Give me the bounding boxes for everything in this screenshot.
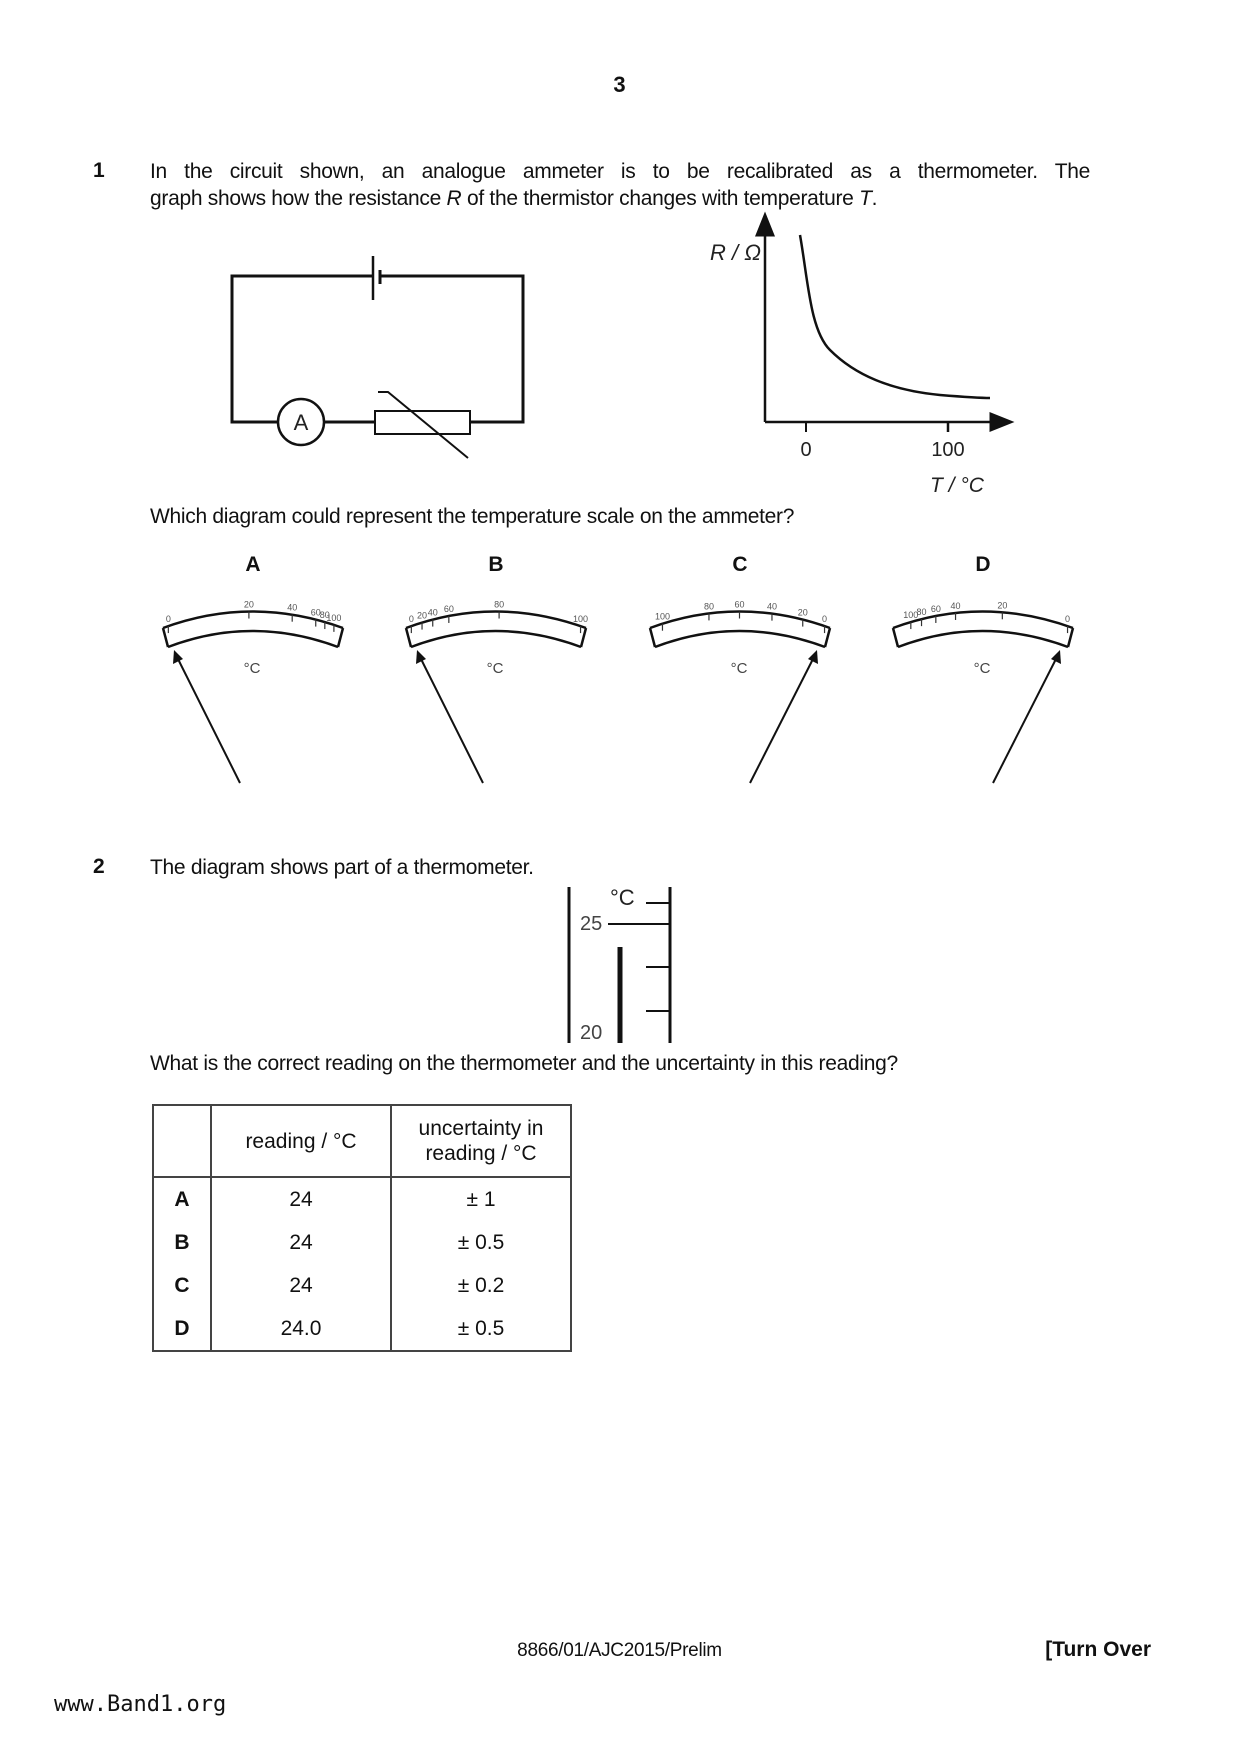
row-uncertainty: ± 0.5: [391, 1307, 571, 1351]
scale-label: 20: [997, 600, 1008, 611]
y-axis-label: R / Ω: [710, 240, 761, 265]
scale-label: 20: [243, 599, 254, 610]
table-header-blank: [153, 1105, 211, 1177]
meter-scale-c: [642, 585, 842, 795]
resistance-curve: [800, 235, 990, 398]
symbol-T: T: [859, 187, 872, 210]
row-key: C: [153, 1264, 211, 1307]
meter-scale-d: [885, 585, 1085, 795]
scale-unit: °C: [243, 660, 261, 677]
option-label-d: D: [975, 553, 991, 576]
question-2-text: The diagram shows part of a thermometer.: [150, 856, 534, 879]
scale-label: 80: [319, 610, 330, 621]
scale-label: 60: [734, 599, 745, 610]
scale-inner-arc: [898, 631, 1068, 647]
question-1-line-1: In the circuit shown, an analogue ammeter is to be recalibrated as a thermometer. The: [150, 160, 1090, 183]
table-header-reading: reading / °C: [211, 1105, 391, 1177]
answer-table: [152, 1104, 572, 1352]
row-uncertainty: ± 0.2: [391, 1264, 571, 1307]
scale-unit: °C: [730, 660, 748, 677]
question-1-prompt: Which diagram could represent the temperature scale on the ammeter?: [150, 505, 795, 528]
question-1-line-2: [150, 185, 1090, 212]
row-key: A: [153, 1177, 211, 1221]
scale-inner-arc: [168, 631, 338, 647]
scale-end-left: [650, 628, 655, 647]
row-uncertainty: ± 1: [391, 1177, 571, 1221]
row-uncertainty: ± 0.5: [391, 1221, 571, 1264]
meter-pointer: [420, 657, 483, 783]
thermometer-diagram: [560, 875, 700, 1055]
scale-label: 40: [766, 601, 777, 612]
scale-label: 40: [950, 600, 961, 611]
paper-code: 8866/01/AJC2015/Prelim: [517, 1640, 722, 1661]
scale-end-left: [893, 628, 898, 647]
table-row: [153, 1221, 571, 1264]
q1-text-part: graph shows how the resistance: [150, 187, 447, 210]
meter-scale-a: [155, 585, 355, 795]
scale-end-left: [163, 628, 168, 647]
scale-label: 0: [822, 614, 828, 625]
meter-scale-b: [398, 585, 598, 795]
thermometer-label-20: 20: [580, 1022, 603, 1044]
row-key: D: [153, 1307, 211, 1351]
scale-label: 100: [326, 612, 342, 623]
scale-label: 100: [654, 611, 670, 622]
page-number: 3: [613, 72, 626, 97]
table-header-row: [153, 1105, 571, 1177]
scale-label: 0: [1065, 614, 1071, 625]
q1-text-part: of the thermistor changes with temperature: [461, 187, 860, 210]
circuit-wire-top-right: [380, 276, 523, 422]
meter-pointer: [993, 657, 1057, 783]
row-key: B: [153, 1221, 211, 1264]
q1-text-part: .: [871, 187, 878, 210]
x-tick-label-0: 0: [800, 439, 812, 461]
table-row: [153, 1177, 571, 1221]
scale-label: 40: [287, 602, 298, 613]
scale-end-right: [338, 628, 343, 647]
scale-end-right: [581, 628, 586, 647]
row-reading: 24: [211, 1177, 391, 1221]
scale-label: 20: [797, 607, 808, 618]
row-reading: 24.0: [211, 1307, 391, 1351]
scale-end-left: [406, 628, 411, 647]
battery-cell-icon: [373, 256, 380, 300]
scale-label: 20: [417, 610, 428, 621]
row-reading: 24: [211, 1221, 391, 1264]
scale-label: 0: [165, 614, 171, 625]
option-label-c: C: [732, 553, 748, 576]
meter-pointer-head: [416, 650, 426, 664]
option-label-a: A: [245, 553, 261, 576]
row-reading: 24: [211, 1264, 391, 1307]
scale-end-right: [1068, 628, 1073, 647]
resistance-temperature-graph: [680, 210, 1020, 510]
scale-label: 80: [703, 601, 714, 612]
scale-unit: °C: [486, 660, 504, 677]
question-1-number: 1: [93, 159, 105, 182]
thermometer-label-25: 25: [580, 913, 603, 935]
question-2-number: 2: [93, 855, 105, 878]
meter-pointer-head: [808, 650, 818, 664]
question-2-prompt: What is the correct reading on the thermometer and the uncertainty in this reading?: [150, 1052, 898, 1075]
scale-unit: °C: [973, 660, 991, 677]
option-label-b: B: [488, 553, 504, 576]
meter-pointer: [177, 657, 240, 783]
scale-label: 60: [310, 607, 321, 618]
meter-pointer: [750, 657, 814, 783]
thermistor-icon: [375, 392, 470, 458]
scale-label: 100: [903, 610, 919, 621]
scale-label: 0: [408, 614, 414, 625]
scale-end-right: [825, 628, 830, 647]
scale-label: 60: [930, 603, 941, 614]
ammeter-icon: [278, 399, 324, 445]
turn-over-label: [Turn Over: [1045, 1638, 1151, 1661]
meter-pointer-head: [1051, 650, 1061, 664]
scale-inner-arc: [411, 631, 581, 647]
symbol-R: R: [446, 187, 462, 210]
scale-label: 100: [573, 614, 589, 625]
thermometer-unit: °C: [610, 885, 635, 910]
x-axis-label: T / °C: [930, 474, 984, 497]
meter-pointer-head: [173, 650, 183, 664]
table-header-uncertainty: [391, 1105, 571, 1177]
ammeter-label: A: [293, 410, 309, 435]
circuit-diagram: [200, 220, 540, 470]
header-uncertainty-line-1: uncertainty in: [418, 1117, 544, 1140]
scale-label: 80: [494, 599, 505, 610]
table-row: [153, 1307, 571, 1351]
table-row: [153, 1264, 571, 1307]
scale-label: 80: [916, 607, 927, 618]
website-watermark: www.Band1.org: [54, 1692, 227, 1717]
x-tick-label-100: 100: [931, 439, 965, 461]
scale-label: 60: [443, 603, 454, 614]
header-uncertainty-line-2: reading / °C: [425, 1142, 537, 1165]
scale-label: 40: [427, 607, 438, 618]
scale-inner-arc: [655, 631, 825, 647]
question-1-text: [150, 158, 1090, 212]
